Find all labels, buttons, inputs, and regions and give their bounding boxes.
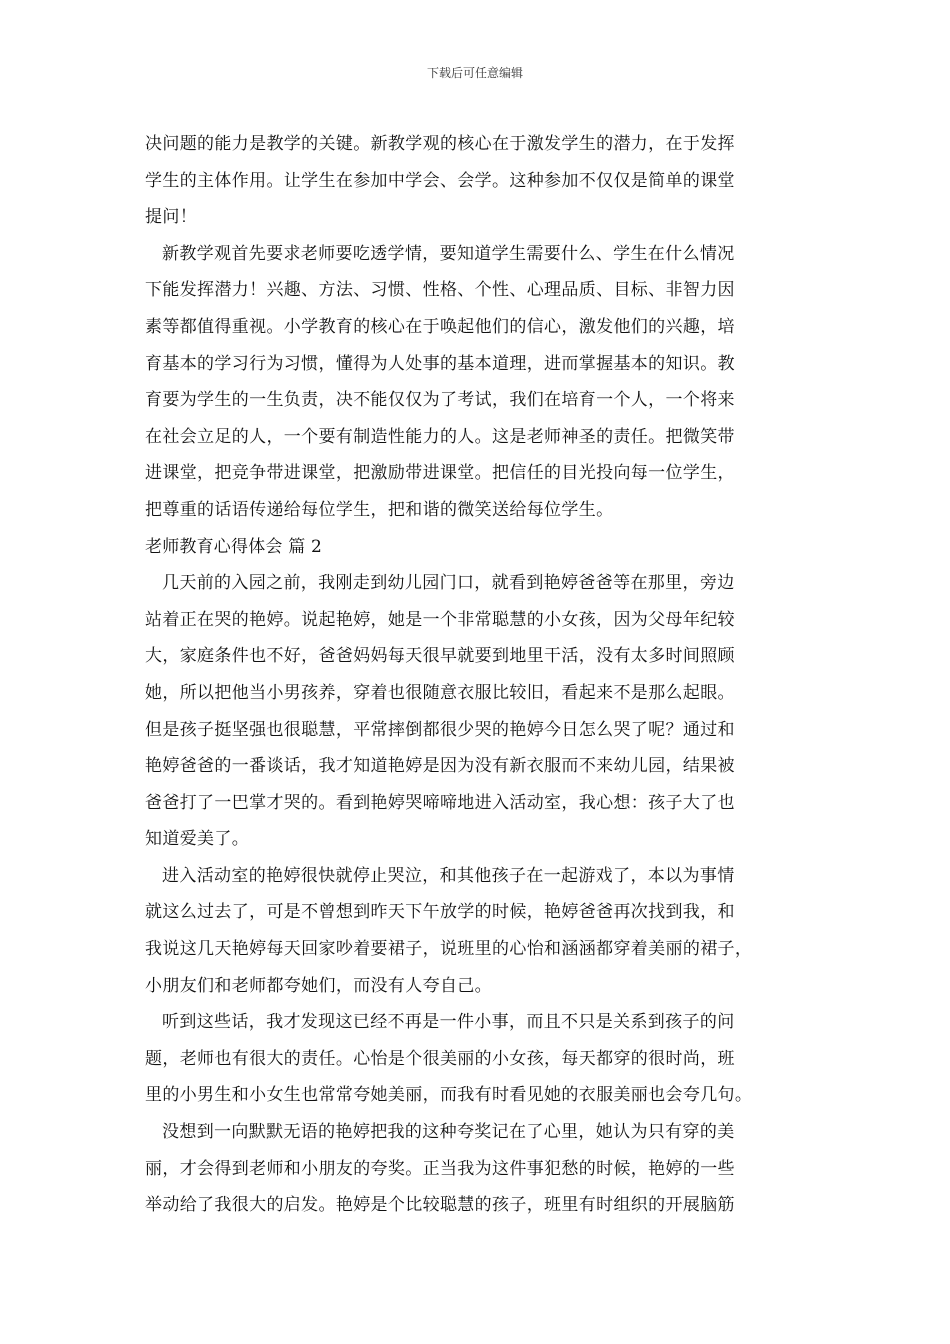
text-line: 提问！: [145, 207, 198, 228]
text-line: 在社会立足的人，一个要有制造性能力的人。这是老师神圣的责任。把微笑带: [145, 426, 735, 447]
text-line: 育基本的学习行为习惯，懂得为人处事的基本道理，进而掌握基本的知识。教: [145, 353, 735, 374]
document-body: [145, 126, 825, 1224]
text-line: 下能发挥潜力！兴趣、方法、习惯、性格、个性、心理品质、目标、非智力因: [145, 280, 735, 301]
text-line: 小朋友们和老师都夸她们，而没有人夸自己。: [145, 975, 492, 996]
text-line: 听到这些话，我才发现这已经不再是一件小事，而且不只是关系到孩子的问: [162, 1012, 735, 1033]
text-line: 学生的主体作用。让学生在参加中学会、会学。这种参加不仅仅是简单的课堂: [145, 170, 735, 191]
text-line: 里的小男生和小女生也常常夸她美丽，而我有时看见她的衣服美丽也会夸几句。: [145, 1085, 753, 1106]
text-line: 素等都值得重视。小学教育的核心在于唤起他们的信心，激发他们的兴趣，培: [145, 316, 735, 337]
text-line: 她，所以把他当小男孩养，穿着也很随意衣服比较旧，看起来不是那么起眼。: [145, 682, 735, 703]
text-line: 新教学观首先要求老师要吃透学情，要知道学生需要什么、学生在什么情况: [162, 243, 735, 264]
text-line: 决问题的能力是教学的关键。新教学观的核心在于激发学生的潜力，在于发挥: [145, 134, 735, 154]
text-line: 几天前的入园之前，我刚走到幼儿园门口，就看到艳婷爸爸等在那里，旁边: [162, 573, 735, 594]
text-line: 知道爱美了。: [145, 829, 250, 850]
text-line: 进入活动室的艳婷很快就停止哭泣，和其他孩子在一起游戏了，本以为事情: [162, 865, 735, 886]
section-heading: 老师教育心得体会 篇 2: [145, 536, 323, 557]
page-header-note: 下载后可任意编辑: [426, 66, 523, 80]
text-line: 把尊重的话语传递给每位学生，把和谐的微笑送给每位学生。: [145, 499, 614, 520]
text-line: 站着正在哭的艳婷。说起艳婷，她是一个非常聪慧的小女孩，因为父母年纪较: [145, 609, 735, 630]
text-line: 大，家庭条件也不好，爸爸妈妈每天很早就要到地里干活，没有太多时间照顾: [145, 646, 735, 667]
text-line: 我说这几天艳婷每天回家吵着要裙子，说班里的心怡和涵涵都穿着美丽的裙子，: [145, 939, 753, 960]
text-line: 没想到一向默默无语的艳婷把我的这种夸奖记在了心里，她认为只有穿的美: [162, 1122, 735, 1143]
text-line: 爸爸打了一巴掌才哭的。看到艳婷哭啼啼地进入活动室，我心想：孩子大了也: [145, 792, 735, 813]
text-line: 丽，才会得到老师和小朋友的夸奖。正当我为这件事犯愁的时候，艳婷的一些: [145, 1158, 735, 1179]
text-line: 进课堂，把竞争带进课堂，把激励带进课堂。把信任的目光投向每一位学生，: [145, 463, 735, 484]
text-line: 举动给了我很大的启发。艳婷是个比较聪慧的孩子，班里有时组织的开展脑筋: [145, 1195, 735, 1216]
text-line: 艳婷爸爸的一番谈话，我才知道艳婷是因为没有新衣服而不来幼儿园，结果被: [145, 756, 735, 777]
text-line: 就这么过去了，可是不曾想到昨天下午放学的时候，艳婷爸爸再次找到我，和: [145, 902, 735, 923]
text-line: 题，老师也有很大的责任。心怡是个很美丽的小女孩，每天都穿的很时尚，班: [145, 1048, 735, 1069]
text-line: 育要为学生的一生负责，决不能仅仅为了考试，我们在培育一个人，一个将来: [145, 390, 735, 411]
text-line: 但是孩子挺坚强也很聪慧，平常摔倒都很少哭的艳婷今日怎么哭了呢？通过和: [145, 719, 735, 740]
